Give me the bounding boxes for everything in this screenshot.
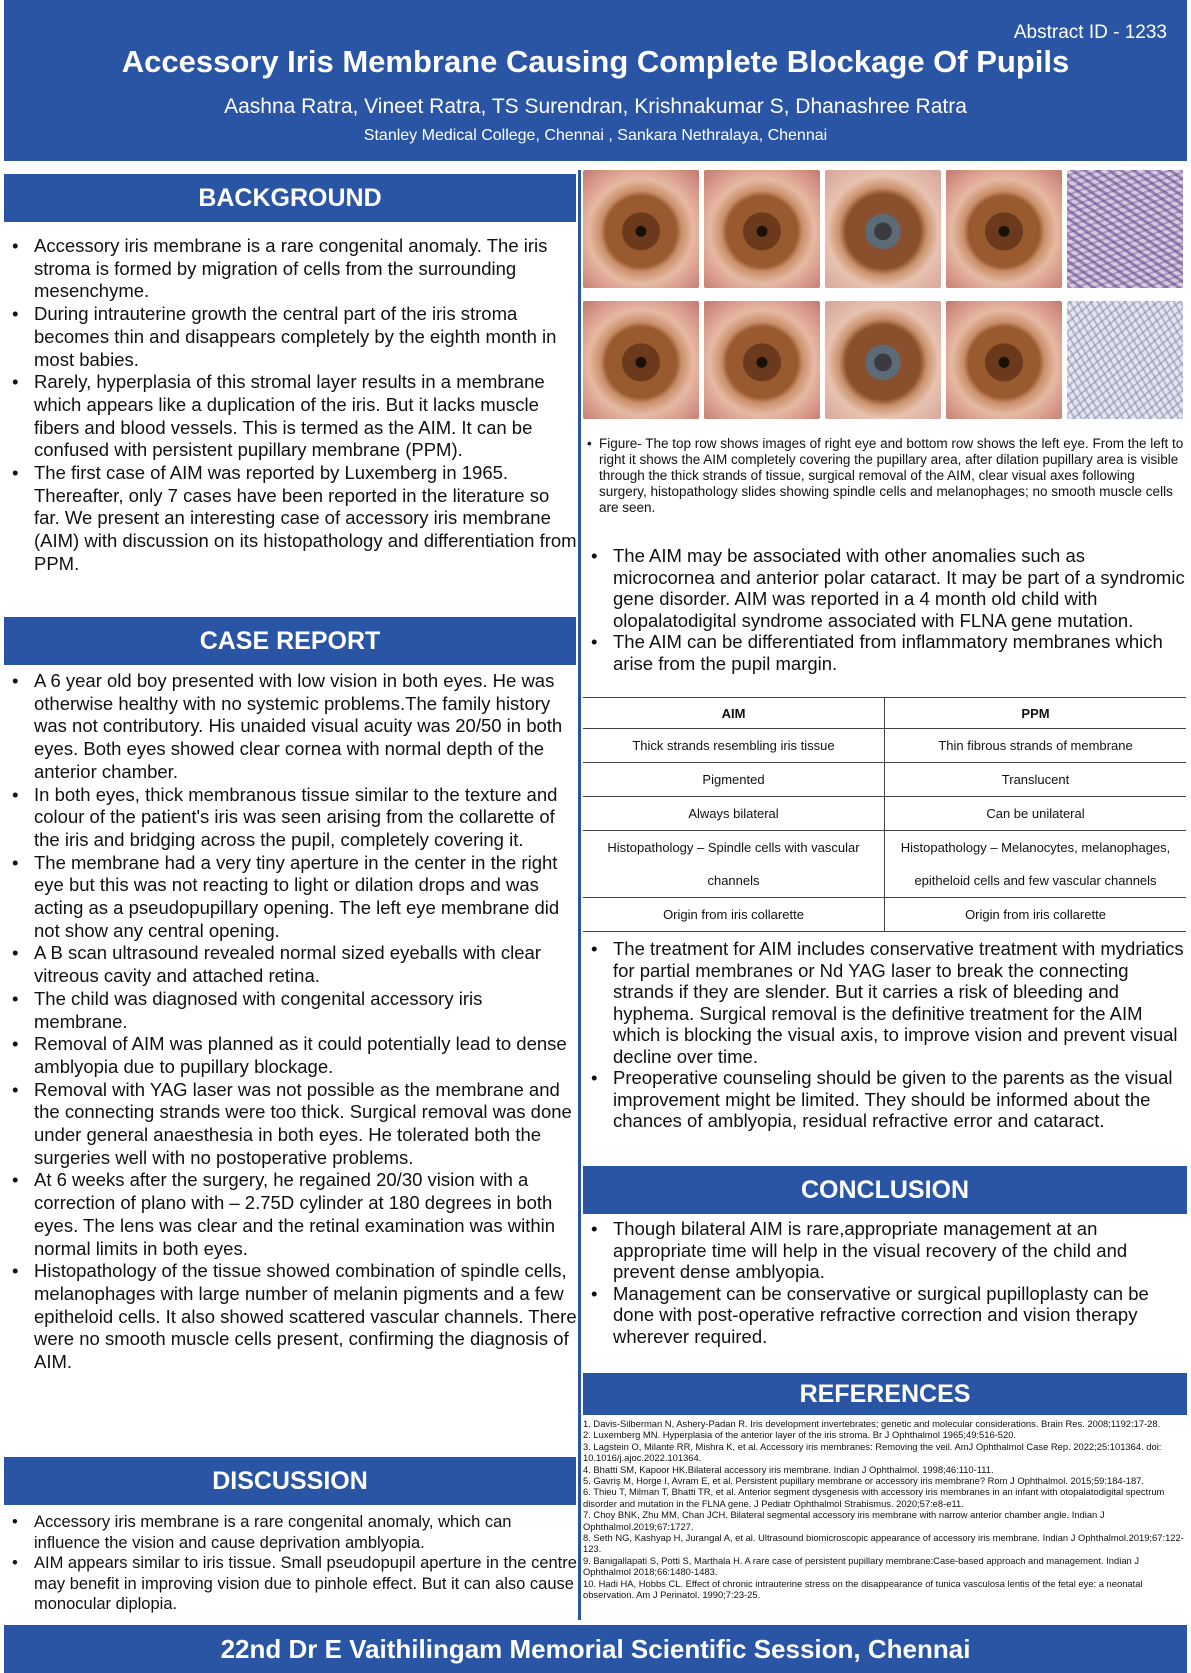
- right-eye-dilated-photo: [704, 170, 820, 288]
- reference-item: 1. Davis-Silberman N, Ashery-Padan R. Iris development invertebrates; genetic and molecular considerations. Brain Res. 2008;1192:17-28.: [583, 1418, 1161, 1429]
- left-eye-postop-photo: [946, 301, 1062, 419]
- reference-item: 4. Bhatti SM, Kapoor HK.Bilateral accessory iris membrane. Indian J Ophthalmol. 1998;46:110-111.: [583, 1463, 994, 1475]
- table-row: [583, 797, 1186, 831]
- background-item: • The first case of AIM was reported by Luxemberg in 1965. Thereafter, only 7 cases have been reported in the literature so far. We present an interesting case of accessory iris membrane (AIM) with discussion on its histopathology and differentiation from PPM.: [34, 462, 578, 576]
- background-item: • Accessory iris membrane is a rare congenital anomaly. The iris stroma is formed by migration of cells from the surrounding mesenchyme.: [34, 235, 578, 303]
- background-item: • Rarely, hyperplasia of this stromal layer results in a membrane which appears like a duplication of the iris. But it lacks muscle fibers and blood vessels. This is termed as the AIM. It can be confused with persistent pupillary membrane (PPM).: [34, 371, 578, 462]
- left-eye-dilated-photo: [704, 301, 820, 419]
- case-report-item: • The membrane had a very tiny aperture in the center in the right eye but this was not reacting to light or dilation drops and was acting as a pseudopupillary opening. The left eye membrane did not show any central opening.: [34, 852, 578, 943]
- references-heading: [583, 1373, 1187, 1415]
- poster-title: Accessory Iris Membrane Causing Complete Blockage Of Pupils: [121, 44, 1070, 79]
- right-discussion-item: • The AIM may be associated with other anomalies such as microcornea and anterior polar cataract. It may be part of a syndromic gene disorder. AIM was reported in a 4 month old child with olopalatodigital syndrome associated with FLNA gene mutation.: [613, 545, 1185, 631]
- conclusion-heading: [583, 1166, 1187, 1214]
- case-report-item: • Histopathology of the tissue showed combination of spindle cells, melanophages with large number of melanin pigments and a few epitheloid cells. It also showed scattered vascular channels. There were no smooth muscle cells present, confirming the diagnosis of AIM.: [34, 1260, 578, 1374]
- table-row: [583, 898, 1186, 932]
- case-report-item: • Removal of AIM was planned as it could potentially lead to dense amblyopia due to pupillary blockage.: [34, 1033, 578, 1078]
- conclusion-item: • Management can be conservative or surgical pupilloplasty can be done with post-operative refractive correction and vision therapy wherever required.: [613, 1283, 1185, 1348]
- case-report-item: • A 6 year old boy presented with low vision in both eyes. He was otherwise healthy with no systemic problems.The family history was not contributory. His unaided visual acuity was 20/50 in both eyes. Both eyes showed clear cornea with normal depth of the anterior chamber.: [34, 670, 578, 784]
- table-cell: Origin from iris collarette: [885, 898, 1187, 932]
- table-row: [583, 763, 1186, 797]
- case-report-heading: [4, 617, 576, 665]
- affiliation: Stanley Medical College, Chennai , Sankara Nethralaya, Chennai: [363, 127, 828, 144]
- table-cell: Always bilateral: [583, 797, 885, 831]
- reference-item: 7. Choy BNK, Zhu MM, Chan JCH. Bilateral segmental accessory iris membrane with narrow anterior chamber angle. Indian J Ophthalmol.2019;67:1727.: [583, 1509, 1105, 1532]
- reference-item: 9. Banigallapati S, Potti S, Marthala H. A rare case of persistent pupillary membrane:Case-based approach and management. Indian J Ophthalmol 2018;66:1480-1483.: [583, 1554, 1140, 1578]
- conclusion-section: [585, 1218, 1185, 1347]
- case-report-heading-text: CASE REPORT: [199, 627, 381, 655]
- table-cell: Can be unilateral: [885, 797, 1187, 831]
- histopathology-slide-2: [1067, 301, 1183, 419]
- background-item: • During intrauterine growth the central part of the iris stroma becomes thin and disappears completely by the eighth month in most babies.: [34, 303, 578, 371]
- discussion-heading: [4, 1457, 576, 1505]
- figure-photo-grid: [583, 170, 1186, 430]
- case-report-item: • Removal with YAG laser was not possible as the membrane and the connecting strands were too thick. Surgical removal was done under general anaesthesia in both eyes. He tolerated both the surgeries well with no postoperative problems.: [34, 1079, 578, 1170]
- case-report-item: • The child was diagnosed with congenital accessory iris membrane.: [34, 988, 578, 1033]
- discussion-section: [6, 1512, 578, 1615]
- treatment-item: • The treatment for AIM includes conservative treatment with mydriatics for partial membranes or Nd YAG laser to break the connecting strands if they are slender. But it carries a risk of bleeding and hyphema. Surgical removal is the definitive treatment for the AIM which is blocking the visual axis, to improve vision and prevent visual decline over time.: [613, 938, 1185, 1067]
- case-report-item: • In both eyes, thick membranous tissue similar to the texture and colour of the patient's iris was seen arising from the collarette of the iris and bridging across the pupil, completely covering it.: [34, 784, 578, 852]
- right-discussion-item: • The AIM can be differentiated from inflammatory membranes which arise from the pupil margin.: [613, 631, 1185, 674]
- aim-vs-ppm-table: [583, 697, 1186, 932]
- table-header-aim: AIM: [583, 698, 885, 729]
- table-cell: Thick strands resembling iris tissue: [583, 729, 885, 763]
- poster-footer: [4, 1625, 1187, 1673]
- references-list: [583, 1418, 1186, 1601]
- reference-item: 8. Seth NG, Kashyap H, Jurangal A, et al. Ultrasound biomicroscopic appearance of accessory iris membrane. Indian J Ophthalmol.2019;67:122-123.: [583, 1532, 1184, 1555]
- conclusion-heading-text: CONCLUSION: [800, 1176, 970, 1204]
- table-cell: Pigmented: [583, 763, 885, 797]
- histopathology-slide-1: [1067, 170, 1183, 288]
- background-heading-text: BACKGROUND: [198, 184, 382, 212]
- treatment-section: [585, 938, 1185, 1132]
- table-header-ppm: PPM: [885, 698, 1187, 729]
- column-divider: [578, 170, 581, 1620]
- reference-item: 5. Gavriş M, Horge I, Avram E, et al. Persistent pupillary membrane or accessory iris membrane? Rom J Ophthalmol. 2015;59:184-187.: [583, 1475, 1145, 1487]
- discussion-item: • Accessory iris membrane is a rare congenital anomaly, which can influence the vision and cause deprivation amblyopia.: [34, 1512, 578, 1553]
- discussion-item: • AIM appears similar to iris tissue. Small pseudopupil aperture in the centre may benefit in improving vision due to pinhole effect. But it can also cause monocular diplopia.: [34, 1553, 578, 1615]
- table-cell: Thin fibrous strands of membrane: [885, 729, 1187, 763]
- conclusion-item: • Though bilateral AIM is rare,appropriate management at an appropriate time will help in the visual recovery of the child and prevent dense amblyopia.: [613, 1218, 1185, 1283]
- footer-text: 22nd Dr E Vaithilingam Memorial Scientific Session, Chennai: [220, 1634, 971, 1664]
- background-heading: [4, 174, 576, 222]
- right-eye-surgery-photo: [825, 170, 941, 288]
- table-cell: Origin from iris collarette: [583, 898, 885, 932]
- left-eye-surgery-photo: [825, 301, 941, 419]
- left-eye-preop-photo: [583, 301, 699, 419]
- case-report-item: • A B scan ultrasound revealed normal sized eyeballs with clear vitreous cavity and attached retina.: [34, 942, 578, 987]
- poster-header: [4, 0, 1187, 161]
- background-section: [6, 235, 578, 576]
- right-eye-preop-photo: [583, 170, 699, 288]
- reference-item: 2. Luxemberg MN. Hyperplasia of the anterior layer of the iris stroma. Br J Ophthalmol 1965;49:516-520.: [583, 1429, 1017, 1441]
- discussion-heading-text: DISCUSSION: [212, 1467, 368, 1495]
- abstract-id: Abstract ID - 1233: [1013, 22, 1167, 43]
- right-discussion-section: [585, 545, 1185, 674]
- case-report-item: • At 6 weeks after the surgery, he regained 20/30 vision with a correction of plano with – 2.75D cylinder at 180 degrees in both eyes. The lens was clear and the retinal examination was within normal limits in both eyes.: [34, 1169, 578, 1260]
- right-eye-postop-photo: [946, 170, 1062, 288]
- treatment-item: • Preoperative counseling should be given to the parents as the visual improvement might be limited. They should be informed about the chances of amblyopia, residual refractive error and cataract.: [613, 1067, 1185, 1132]
- authors: Aashna Ratra, Vineet Ratra, TS Surendran, Krishnakumar S, Dhanashree Ratra: [224, 95, 967, 118]
- figure-caption: • Figure- The top row shows images of right eye and bottom row shows the left eye. From the left to right it shows the AIM completely covering the pupillary area, after dilation pupillary area is visible through the thick strands of tissue, surgical removal of the AIM, clear visual axes following surgery, histopathology slides showing spindle cells and melanophages; no smooth muscle cells are seen.: [583, 436, 1186, 516]
- case-report-section: [6, 670, 578, 1374]
- table-row: [583, 729, 1186, 763]
- reference-item: 6. Thieu T, Milman T, Bhatti TR, et al. Anterior segment dysgenesis with accessory iris membranes in an infant with otopalatodigital spectrum disorder and mutation in the FLNA gene. J Pediatr Ophthalmol Strabismus. 2020;57:e8-e11.: [583, 1486, 1165, 1509]
- reference-item: 3. Lagstein O, Milante RR, Mishra K, et al. Accessory iris membranes: Removing the veil. AmJ Ophthalmol Case Rep. 2022;25:101364. doi: 10.1016/j.ajoc.2022.101364.: [583, 1440, 1162, 1464]
- table-header-row: [583, 698, 1186, 729]
- table-cell: Translucent: [885, 763, 1187, 797]
- reference-item: 10. Hadi HA, Hobbs CL. Effect of chronic intrauterine stress on the disappearance of tunica vasculosa lentis of the fetal eye: a neonatal observation. Am J Perinatol. 1990;7:23-25.: [583, 1577, 1143, 1601]
- table-row: [583, 831, 1186, 898]
- table-cell: Histopathology – Melanocytes, melanophages, epitheloid cells and few vascular channels: [885, 831, 1187, 898]
- table-cell: Histopathology – Spindle cells with vascular channels: [583, 831, 885, 898]
- references-heading-text: REFERENCES: [799, 1380, 971, 1408]
